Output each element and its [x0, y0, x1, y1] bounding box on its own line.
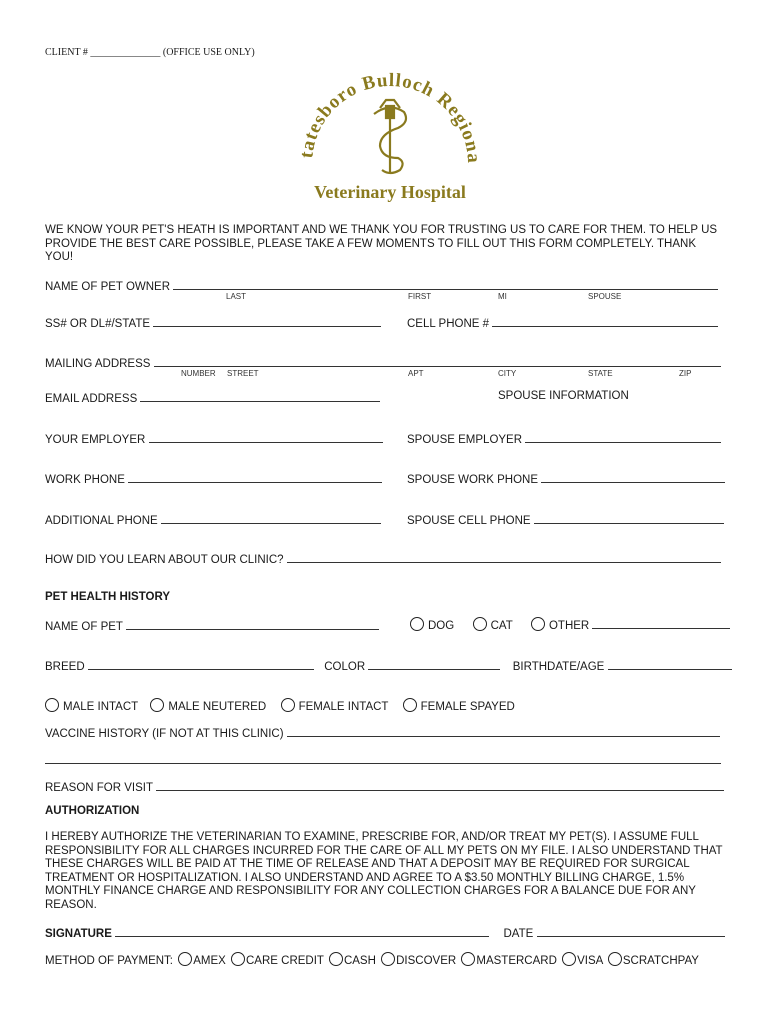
owner-name-row [45, 278, 718, 293]
scratchpay-radio[interactable] [608, 952, 622, 966]
payment-label: METHOD OF PAYMENT: [45, 955, 173, 967]
intro-text: WE KNOW YOUR PET'S HEATH IS IMPORTANT AND WE THANK YOU FOR TRUSTING US TO CARE FOR THEM. TO HELP US PROVIDE THE BEST CARE POSSIBLE, PLEASE TAKE A FEW MOMENTS TO FILL OUT THIS FORM COMPLETELY. THANK YOU! [45, 224, 718, 264]
employer-field[interactable] [149, 431, 383, 443]
breed-label: BREED [45, 661, 85, 673]
sub-city: CITY [498, 369, 517, 378]
species-options [410, 617, 730, 632]
dog-radio[interactable] [410, 617, 424, 631]
female-spayed-label: FEMALE SPAYED [420, 701, 515, 713]
female-intact-radio[interactable] [281, 698, 295, 712]
visa-label: VISA [577, 955, 603, 967]
other-radio[interactable] [531, 617, 545, 631]
amex-label: AMEX [193, 955, 226, 967]
sub-mi: MI [498, 292, 507, 301]
pet-name-label: NAME OF PET [45, 621, 123, 633]
authorization-text: I HEREBY AUTHORIZE THE VETERINARIAN TO EXAMINE, PRESCRIBE FOR, AND/OR TREAT MY PET(S). I ASSUME FULL RESPONSIBILITY FOR ALL CHARGES INCURRED FOR THE CARE OF ALL MY PETS ON MY FILE. I ALSO UNDERSTAND THAT THESE CHARGES WILL BE PAID AT THE TIME OF RELEASE AND THAT A DEPOSIT MAY BE REQUIRED FOR SURGICAL TREATMENT OR HOSPITALIZATION. I ALSO UNDERSTAND AND AGREE TO A $3.50 MONTHLY BILLING CHARGE, 1.5% MONTHLY FINANCE CHARGE AND RESPONSIBILITY FOR ANY COLLECTION CHARGES FOR A BALANCE DUE FOR ANY REASON. [45, 831, 723, 911]
spouse-work-phone-label: SPOUSE WORK PHONE [407, 474, 538, 486]
date-label: DATE [503, 928, 534, 940]
cell-label: CELL PHONE # [407, 318, 490, 330]
reason-field[interactable] [156, 779, 724, 791]
spouse-employer-row [407, 431, 721, 446]
additional-phone-row [45, 512, 381, 527]
mailing-label: MAILING ADDRESS [45, 358, 151, 370]
color-label: COLOR [324, 661, 366, 673]
male-intact-radio[interactable] [45, 698, 59, 712]
care-credit-radio[interactable] [231, 952, 245, 966]
employer-row [45, 431, 383, 446]
spouse-cell-row [407, 512, 724, 527]
sub-street: STREET [227, 369, 259, 378]
discover-radio[interactable] [381, 952, 395, 966]
breed-field[interactable] [88, 658, 314, 670]
visa-radio[interactable] [562, 952, 576, 966]
cell-row [407, 315, 718, 330]
other-label: OTHER [548, 620, 590, 632]
vaccine-row-2 [45, 752, 721, 767]
sub-zip: ZIP [679, 369, 692, 378]
work-phone-label: WORK PHONE [45, 474, 125, 486]
mailing-field[interactable] [154, 355, 721, 367]
other-species-field[interactable] [592, 617, 730, 629]
spouse-employer-label: SPOUSE EMPLOYER [407, 434, 523, 446]
dog-label: DOG [428, 620, 455, 632]
logo-bottom-text: Veterinary Hospital [314, 182, 466, 202]
sub-state: STATE [588, 369, 613, 378]
ssn-row [45, 315, 381, 330]
work-phone-row [45, 471, 382, 486]
sub-number: NUMBER [181, 369, 216, 378]
birthdate-field[interactable] [608, 658, 732, 670]
male-neutered-radio[interactable] [150, 698, 164, 712]
cash-label: CASH [343, 955, 376, 967]
signature-row [45, 925, 725, 940]
reason-label: REASON FOR VISIT [45, 782, 153, 794]
additional-phone-label: ADDITIONAL PHONE [45, 515, 158, 527]
caduceus-icon [374, 100, 406, 173]
payment-row [45, 952, 699, 967]
owner-name-field[interactable] [173, 278, 718, 290]
learn-label: HOW DID YOU LEARN ABOUT OUR CLINIC? [45, 554, 284, 566]
owner-name-label: NAME OF PET OWNER [45, 281, 171, 293]
male-intact-label: MALE INTACT [63, 701, 138, 713]
sex-options [45, 698, 515, 713]
email-field[interactable] [140, 390, 380, 402]
spouse-employer-field[interactable] [525, 431, 721, 443]
mastercard-radio[interactable] [461, 952, 475, 966]
authorization-title: AUTHORIZATION [45, 805, 140, 817]
cat-label: CAT [490, 620, 513, 632]
sub-spouse: SPOUSE [588, 292, 622, 301]
learn-row [45, 551, 721, 566]
ssn-field[interactable] [153, 315, 381, 327]
clinic-logo [290, 72, 490, 204]
color-field[interactable] [368, 658, 500, 670]
learn-field[interactable] [287, 551, 721, 563]
vaccine-field-2[interactable] [45, 752, 721, 764]
signature-field[interactable] [115, 925, 489, 937]
vaccine-field[interactable] [287, 725, 720, 737]
client-number-label: CLIENT # ______________ (OFFICE USE ONLY) [45, 47, 255, 58]
email-row [45, 390, 380, 405]
care-credit-label: CARE CREDIT [246, 955, 324, 967]
spouse-cell-field[interactable] [534, 512, 724, 524]
pet-section-title: PET HEALTH HISTORY [45, 591, 171, 603]
pet-name-row [45, 618, 379, 633]
scratchpay-label: SCRATCHPAY [622, 955, 699, 967]
email-label: EMAIL ADDRESS [45, 393, 138, 405]
mailing-row [45, 355, 721, 370]
ssn-label: SS# OR DL#/STATE [45, 318, 151, 330]
cash-radio[interactable] [329, 952, 343, 966]
spouse-work-phone-row [407, 471, 725, 486]
spouse-work-phone-field[interactable] [541, 471, 725, 483]
female-intact-label: FEMALE INTACT [298, 701, 389, 713]
logo-arc-text: tatesboro Bulloch Regiona [296, 72, 485, 165]
spouse-cell-label: SPOUSE CELL PHONE [407, 515, 531, 527]
amex-radio[interactable] [178, 952, 192, 966]
additional-phone-field[interactable] [161, 512, 381, 524]
sub-first: FIRST [408, 292, 432, 301]
sub-apt: APT [408, 369, 424, 378]
discover-label: DISCOVER [396, 955, 457, 967]
vaccine-row [45, 725, 720, 740]
mastercard-label: MASTERCARD [476, 955, 557, 967]
sub-last: LAST [226, 292, 247, 301]
birthdate-label: BIRTHDATE/AGE [512, 661, 605, 673]
reason-row [45, 779, 724, 794]
employer-label: YOUR EMPLOYER [45, 434, 146, 446]
pet-name-field[interactable] [126, 618, 379, 630]
cell-field[interactable] [492, 315, 718, 327]
spouse-info-label: SPOUSE INFORMATION [498, 390, 629, 402]
vaccine-label: VACCINE HISTORY (IF NOT AT THIS CLINIC) [45, 728, 284, 740]
work-phone-field[interactable] [128, 471, 382, 483]
female-spayed-radio[interactable] [403, 698, 417, 712]
date-field[interactable] [537, 925, 725, 937]
signature-label: SIGNATURE [45, 928, 112, 940]
male-neutered-label: MALE NEUTERED [168, 701, 267, 713]
breed-row [45, 658, 732, 673]
cat-radio[interactable] [473, 617, 487, 631]
